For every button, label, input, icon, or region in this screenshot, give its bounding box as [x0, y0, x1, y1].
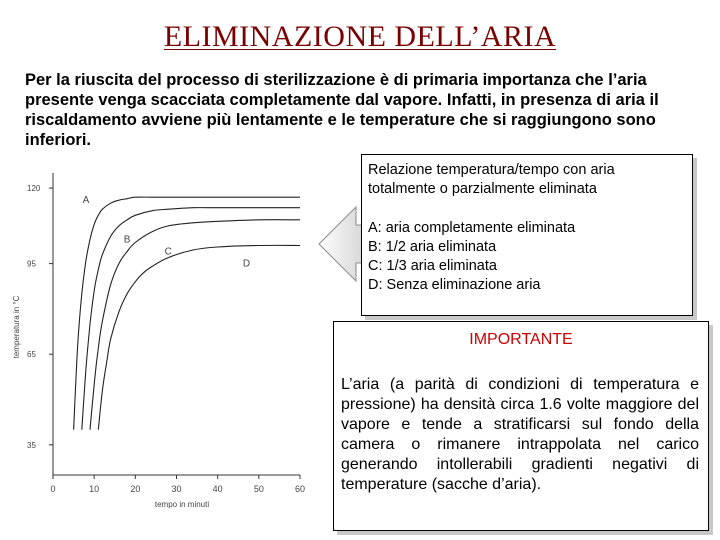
- info-box: [361, 154, 693, 316]
- x-tick-label: 10: [89, 484, 100, 494]
- legend-item-c: C: 1/3 aria eliminata: [368, 258, 497, 274]
- series-line-c: [90, 220, 300, 430]
- chart-x-axis-label: tempo in minuti: [154, 500, 210, 509]
- series-label-c: C: [164, 246, 172, 258]
- chart-series: [74, 195, 300, 430]
- y-tick-label: 65: [27, 350, 36, 360]
- arrow-pointer-icon: [318, 205, 366, 283]
- important-text: L’aria (a parità di condizioni di temperatura e pressione) ha densità circa 1.6 volte maggiore del vapore e tende a stratificarsi sul fondo della camera o rimanere intrappolata nel carico generando intollerabili gradienti negativi di temperature (sacche d’aria).: [341, 376, 699, 493]
- y-tick-label: 35: [27, 440, 36, 450]
- legend-item-d: D: Senza eliminazione aria: [368, 277, 541, 293]
- x-tick-label: 0: [50, 484, 56, 494]
- intro-paragraph: Per la riuscita del processo di sterilizzazione è di primaria importanza che l’aria presente venga scacciata completamente dal vapore. Infatti, in presenza di aria il riscaldamento avviene più lentamente e le temperature che si raggiungono sono inferiori.: [25, 71, 659, 149]
- series-label-b: B: [123, 234, 131, 246]
- x-tick-label: 50: [253, 484, 264, 494]
- curve-legend: [368, 219, 686, 295]
- y-tick-label: 95: [27, 259, 36, 269]
- x-tick-label: 30: [171, 484, 182, 494]
- info-box-heading: Relazione temperatura/tempo con aria totalmente o parzialmente eliminata: [368, 162, 615, 197]
- slide-title: ELIMINAZIONE DELL’ARIA: [163, 20, 557, 53]
- x-tick-label: 40: [212, 484, 223, 494]
- series-line-d: [98, 245, 300, 429]
- temperature-time-chart: [0, 165, 330, 540]
- x-tick-label: 20: [130, 484, 141, 494]
- series-label-a: A: [82, 195, 90, 207]
- chart-axes: [27, 173, 305, 494]
- important-box: [333, 321, 709, 531]
- series-line-a: [74, 197, 300, 430]
- important-heading: IMPORTANTE: [469, 331, 573, 348]
- x-tick-label: 60: [294, 484, 306, 494]
- y-tick-label: 120: [27, 184, 41, 194]
- series-line-b: [82, 208, 300, 430]
- legend-item-b: B: 1/2 aria eliminata: [368, 239, 497, 255]
- chart-y-axis-label: temperatura in °C: [12, 295, 21, 359]
- legend-item-a: A: aria completamente eliminata: [368, 220, 576, 236]
- series-label-d: D: [242, 258, 251, 270]
